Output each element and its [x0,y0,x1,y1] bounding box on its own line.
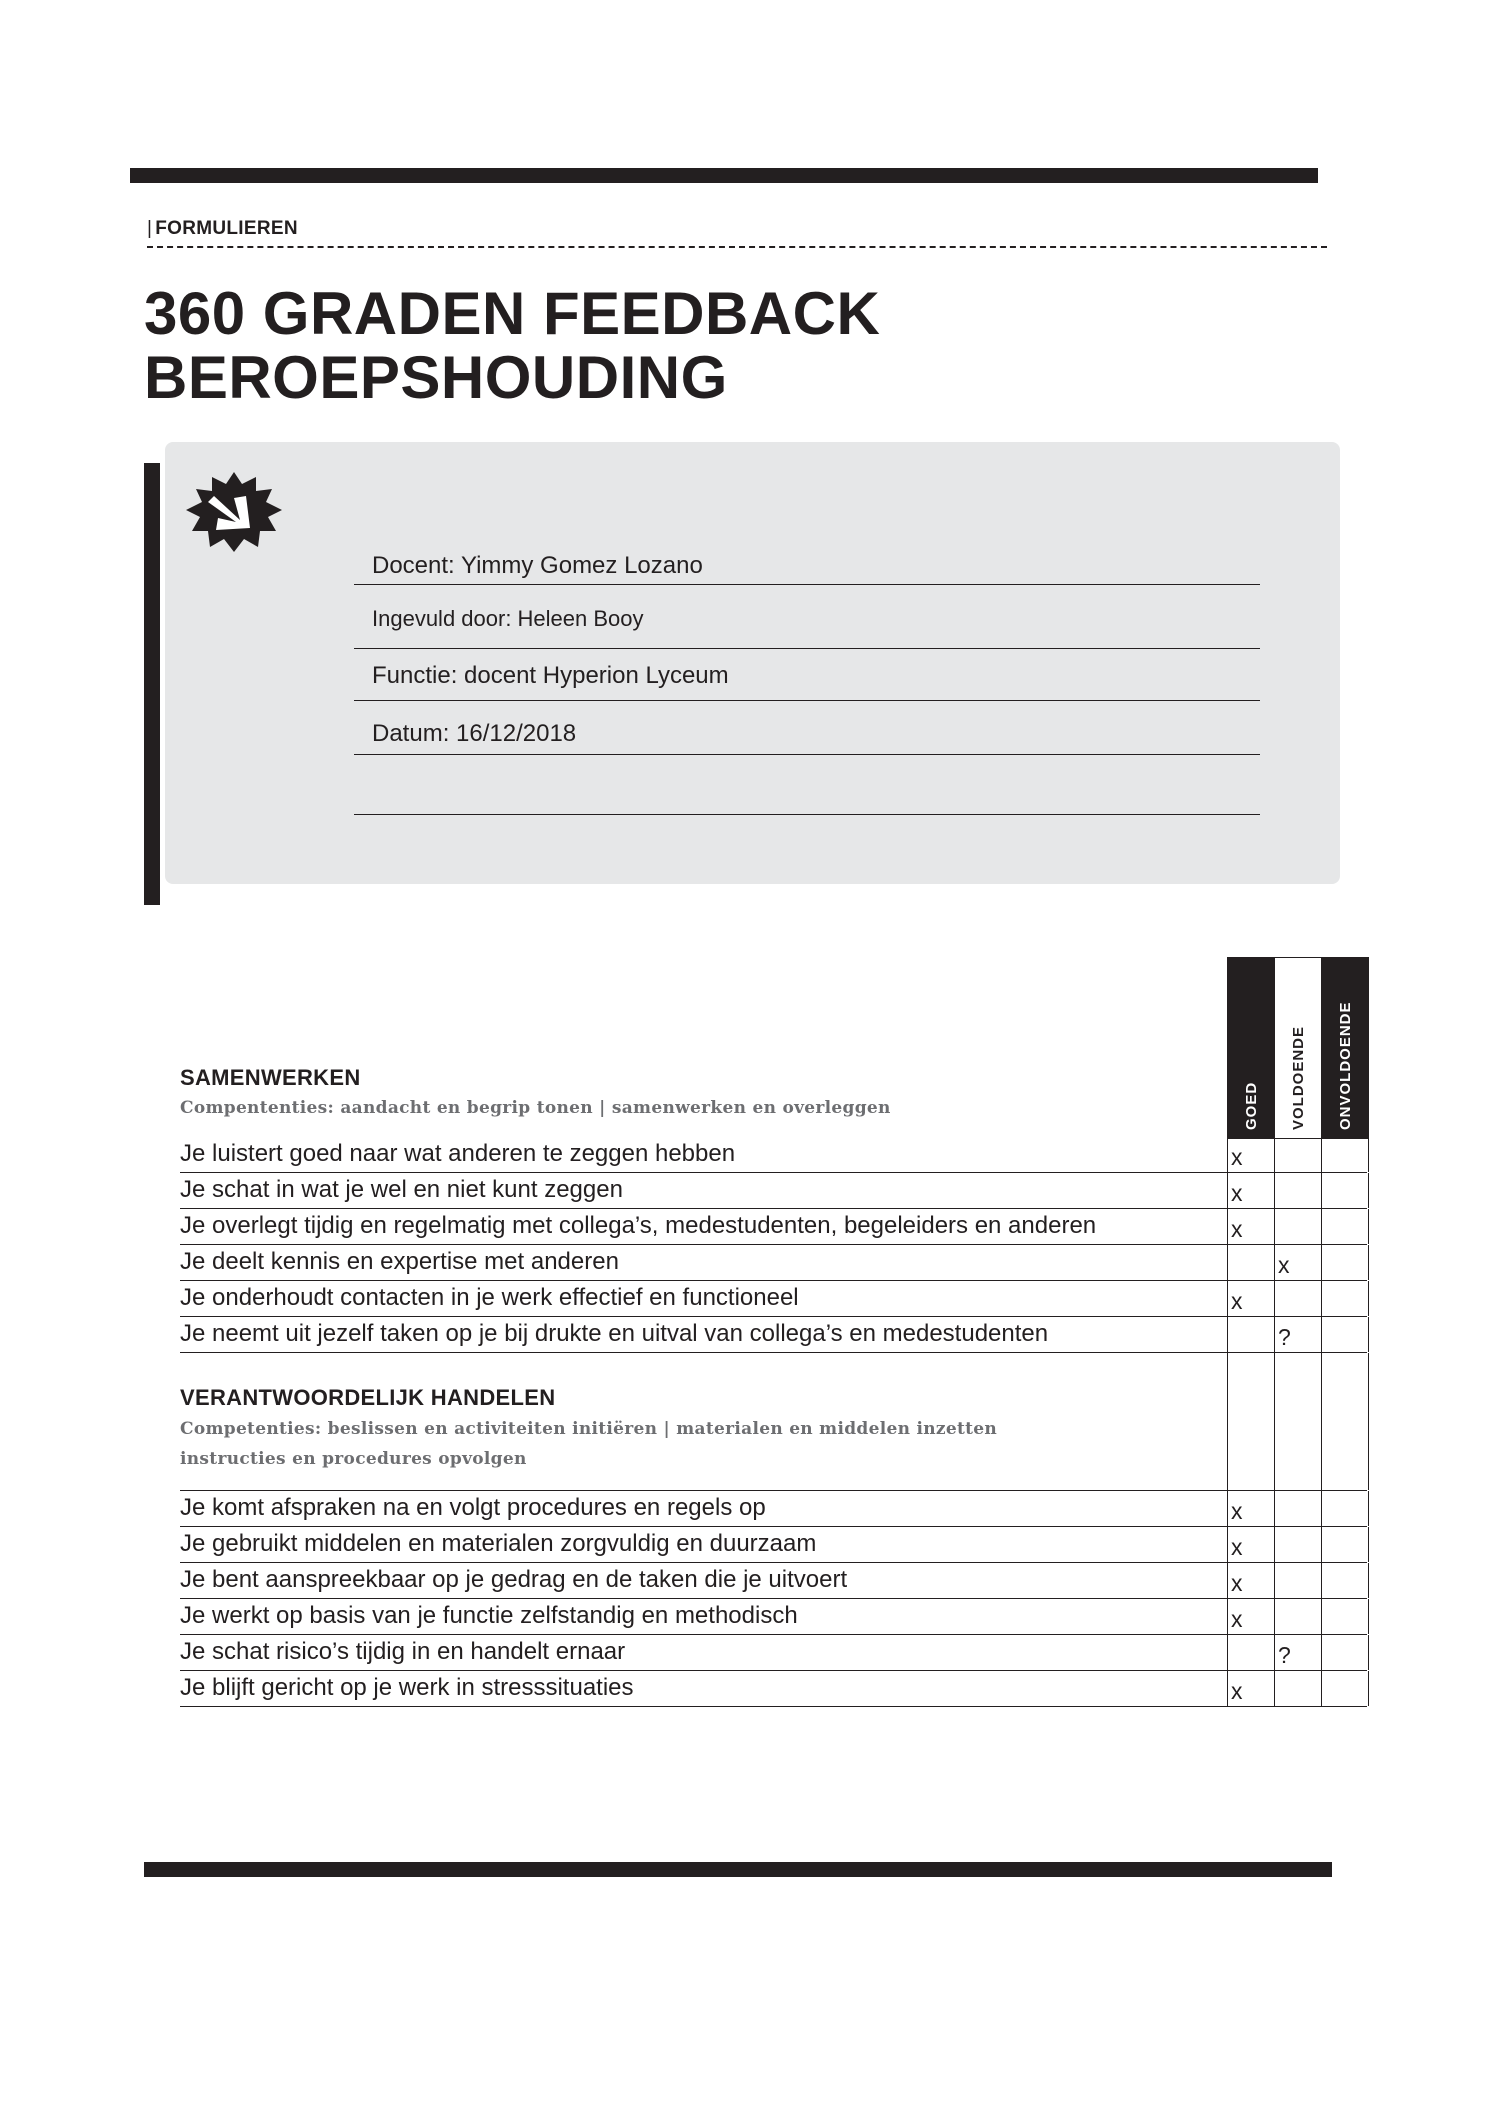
title-line-1: 360 GRADEN FEEDBACK [144,280,881,347]
table-row: Je onderhoudt contacten in je werk effectief en functioneel x [180,1281,1367,1317]
rating-cell-voldoende: x [1274,1245,1321,1280]
gap-column [1274,1353,1321,1490]
rating-cell-goed: x [1227,1527,1274,1562]
table-row: Je neemt uit jezelf taken op je bij drukte en uitval van collega’s en medestudenten ? [180,1317,1367,1353]
gap-column [1227,1353,1274,1490]
rating-cell-voldoende [1274,1527,1321,1562]
section-heading-verantwoordelijk-handelen: VERANTWOORDELIJK HANDELEN [180,1385,556,1410]
rating-cell-voldoende: ? [1274,1317,1321,1352]
rating-cell-onvoldoende [1321,1671,1369,1706]
rating-cell-goed [1227,1317,1274,1352]
rating-cell-voldoende [1274,1281,1321,1316]
rating-cell-onvoldoende [1321,1245,1369,1280]
table-row: Je gebruikt middelen en materialen zorgvuldig en duurzaam x [180,1527,1367,1563]
rating-cell-onvoldoende [1321,1527,1369,1562]
rating-cell-onvoldoende [1321,1635,1369,1670]
table-row: Je werkt op basis van je functie zelfstandig en methodisch x [180,1599,1367,1635]
competencies-line-2: instructies en procedures opvolgen [180,1449,527,1469]
table-row: Je blijft gericht op je werk in stresssituaties x [180,1671,1367,1707]
table-row: Je schat in wat je wel en niet kunt zeggen x [180,1173,1367,1209]
rating-cell-voldoende [1274,1599,1321,1634]
title-line-2: BEROEPSHOUDING [144,344,728,411]
rating-cell-onvoldoende [1321,1137,1369,1172]
competencies-line-1: Competenties: beslissen en activiteiten initiëren | materialen en middelen inzetten [180,1419,998,1439]
rating-cell-onvoldoende [1321,1209,1369,1244]
rating-cell-goed: x [1227,1137,1274,1172]
competencies-samenwerken: Compententies: aandacht en begrip tonen | samenwerken en overleggen [180,1098,891,1118]
column-header-onvoldoende: ONVOLDOENDE [1321,957,1369,1139]
docent-field: Docent: Yimmy Gomez Lozano [354,560,1260,585]
rating-cell-voldoende [1274,1137,1321,1172]
empty-field [354,756,1260,815]
datum-field: Datum: 16/12/2018 [354,702,1260,755]
table-row: Je deelt kennis en expertise met anderen x [180,1245,1367,1281]
rating-cell-voldoende [1274,1671,1321,1706]
ingevuld-door-field: Ingevuld door: Heleen Booy [354,592,1260,649]
top-rule [130,168,1318,183]
rating-cell-onvoldoende [1321,1599,1369,1634]
rating-cell-onvoldoende [1321,1563,1369,1598]
column-header-voldoende: VOLDOENDE [1274,957,1322,1139]
bottom-rule [144,1862,1332,1877]
rating-cell-onvoldoende [1321,1491,1369,1526]
page-title [144,282,880,410]
rating-cell-goed: x [1227,1671,1274,1706]
rating-cell-goed [1227,1635,1274,1670]
rating-cell-goed: x [1227,1563,1274,1598]
rating-cell-goed [1227,1245,1274,1280]
info-box-side-bar [144,463,160,905]
rating-cell-goed: x [1227,1281,1274,1316]
functie-field: Functie: docent Hyperion Lyceum [354,650,1260,701]
dashed-divider [147,246,1327,248]
table-row: Je overlegt tijdig en regelmatig met collega’s, medestudenten, begeleiders en anderen x [180,1209,1367,1245]
table-row: Je komt afspraken na en volgt procedures en regels op x [180,1490,1367,1527]
table-row: Je luistert goed naar wat anderen te zeggen hebben x [180,1137,1367,1173]
column-header-goed: GOED [1227,957,1275,1139]
rating-cell-onvoldoende [1321,1317,1369,1352]
rating-cell-voldoende [1274,1563,1321,1598]
rating-cell-voldoende [1274,1209,1321,1244]
starburst-arrow-icon [186,472,282,552]
rating-cell-goed: x [1227,1491,1274,1526]
rating-cell-onvoldoende [1321,1281,1369,1316]
rating-cell-voldoende [1274,1173,1321,1208]
table-row: Je schat risico’s tijdig in en handelt ernaar ? [180,1635,1367,1671]
table-row: Je bent aanspreekbaar op je gedrag en de taken die je uitvoert x [180,1563,1367,1599]
rating-cell-voldoende [1274,1491,1321,1526]
section-heading-samenwerken: SAMENWERKEN [180,1065,361,1090]
rating-cell-onvoldoende [1321,1173,1369,1208]
rating-cell-goed: x [1227,1173,1274,1208]
rating-cell-goed: x [1227,1209,1274,1244]
rating-cell-goed: x [1227,1599,1274,1634]
gap-column [1321,1353,1369,1490]
section-label: | FORMULIEREN [147,218,298,239]
rating-cell-voldoende: ? [1274,1635,1321,1670]
